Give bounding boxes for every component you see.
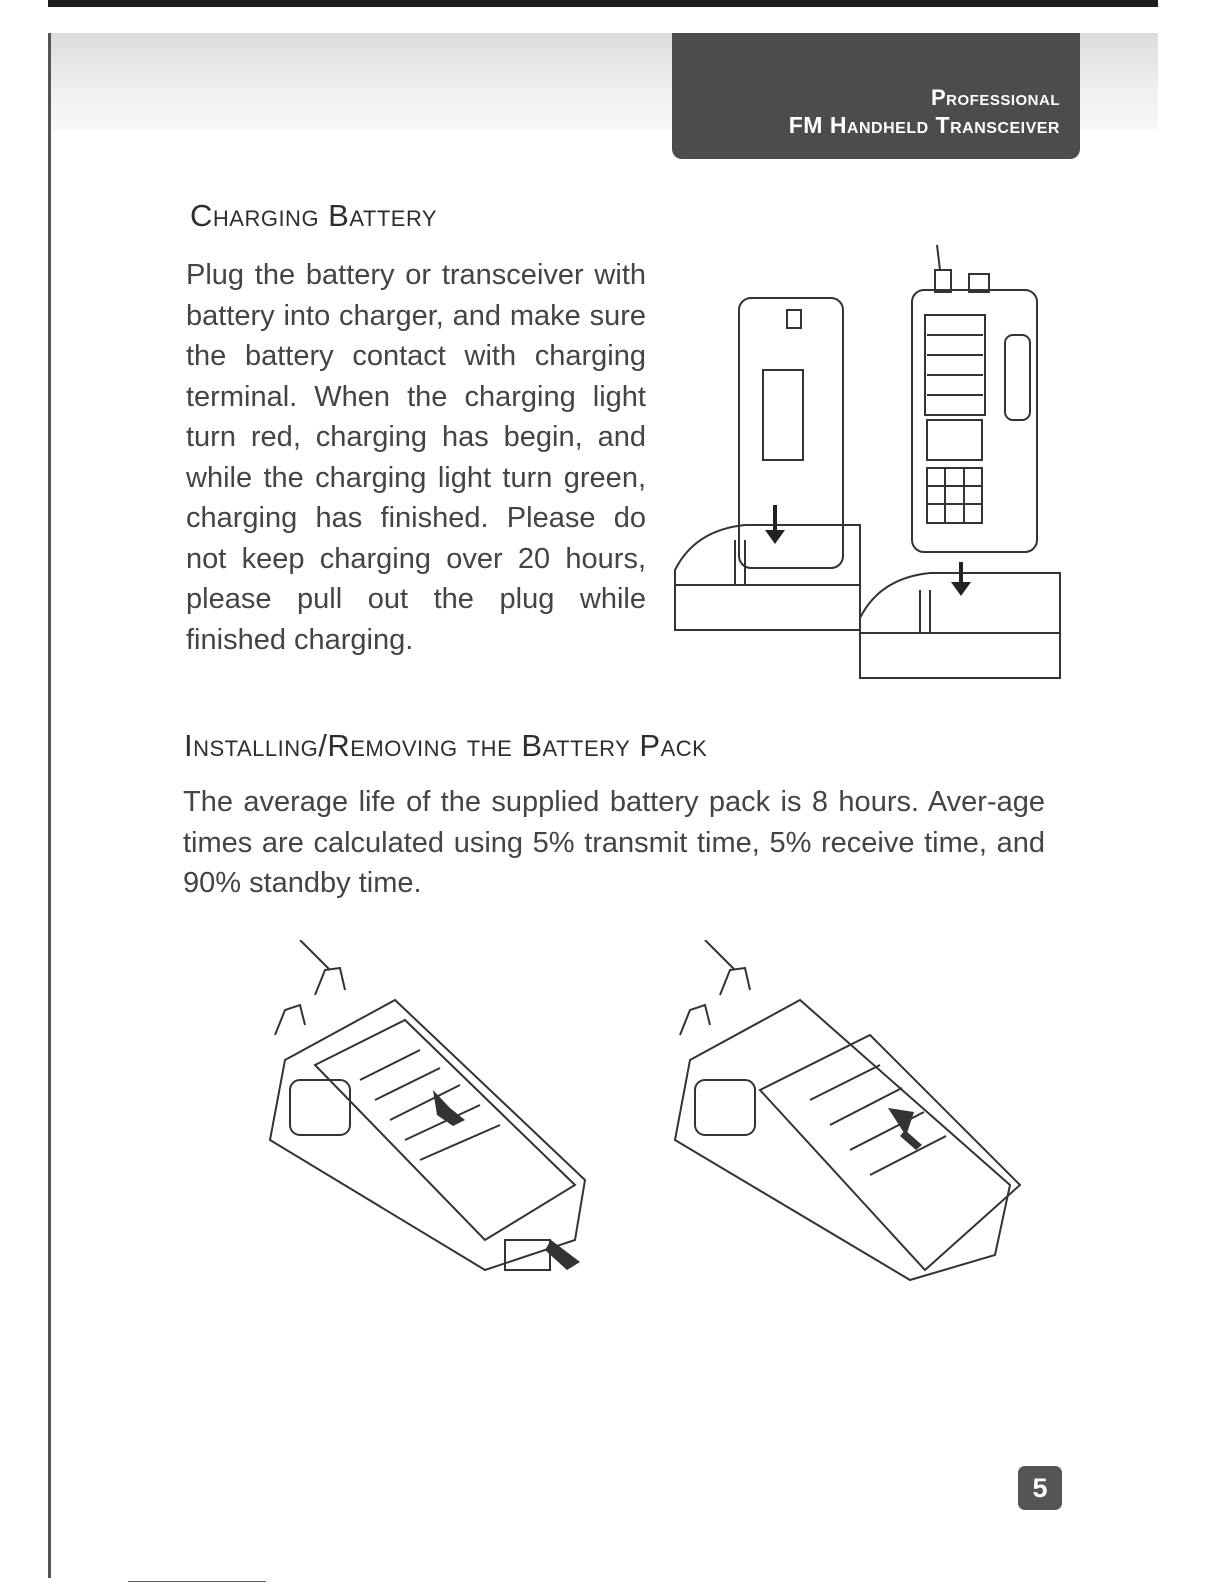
battery-life-text: The average life of the supplied battery pack is 8 hours. Aver-age times are calculated using 5% transmit time, 5% receive time, and 90% standby time. [183,786,1045,899]
battery-charger-illustration [665,240,1065,680]
top-rule [48,0,1158,7]
header-badge [672,33,1080,159]
page-left-edge [48,33,51,1578]
badge-line-1: Professional [930,85,1060,110]
battery-installing-illustration [255,940,600,1275]
badge-line-2: FM Handheld Transceiver [788,112,1060,138]
charging-battery-heading: Charging Battery [190,198,438,233]
charging-battery-text: Plug the battery or transceiver with battery into charger, and make sure the battery contact with charging terminal. When the charging light turn red, charging has begin, and while the charging light turn green, charging has finished. Please do not keep charging over 20 hours, please pull out the plug while finished charging. [186,259,646,656]
installing-removing-battery-heading: Installing/Removing the Battery Pack [184,728,708,763]
page-number: 5 [1018,1466,1062,1510]
battery-removing-illustration [660,940,1030,1285]
bottom-rule [128,1581,266,1582]
